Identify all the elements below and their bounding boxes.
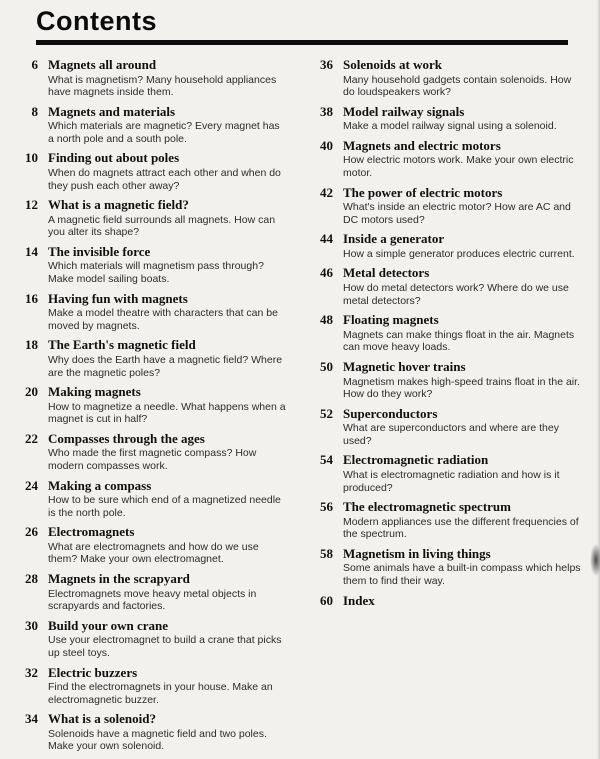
entry-title: Electric buzzers: [48, 664, 138, 680]
entry-description: Some animals have a built-in compass which helps them to find their way.: [343, 562, 581, 588]
entry-text: [343, 58, 582, 99]
toc-entry: [18, 572, 287, 613]
entry-title: Build your own crane: [48, 617, 169, 633]
entry-title: Finding out about poles: [48, 150, 180, 166]
entry-description: What is electromagnetic radiation and how is it produced?: [343, 468, 560, 494]
entry-title: The power of electric motors: [343, 184, 503, 200]
entry-description: A magnetic field surrounds all magnets. How can you alter its shape?: [48, 213, 276, 239]
entry-description: Make a model railway signal using a solenoid.: [343, 120, 557, 133]
entry-text: [48, 479, 287, 520]
entry-description: What's inside an electric motor? How are AC and DC motors used?: [343, 201, 571, 226]
entry-description: Magnetism makes high-speed trains float in the air. How do they work?: [343, 375, 580, 401]
entry-page-number: 24: [25, 477, 38, 493]
entry-page-number: 38: [320, 103, 333, 119]
entry-page-number: 40: [320, 137, 333, 153]
entry-page-number: 48: [320, 312, 333, 328]
entry-text: [343, 407, 582, 448]
toc-right-column: [313, 58, 582, 759]
entry-title: Magnets in the scrapyard: [48, 571, 190, 587]
entry-title: Making magnets: [48, 384, 141, 400]
entry-description: Find the electromagnets in your house. Make an electromagnetic buzzer.: [48, 681, 273, 706]
entry-text: [343, 594, 375, 609]
entry-description: Modern appliances use the different frequencies of the spectrum.: [343, 515, 579, 541]
toc-entry: [18, 151, 287, 192]
entry-text: [48, 245, 287, 286]
entry-title: What is a magnetic field?: [48, 197, 189, 213]
toc-entry: [313, 105, 582, 133]
entry-text: [48, 198, 287, 239]
entry-text: [343, 547, 582, 588]
entry-description: How do metal detectors work? Where do we use metal detectors?: [343, 282, 569, 307]
entry-page-number: 60: [320, 592, 333, 608]
entry-title: Superconductors: [343, 405, 438, 421]
entry-description: Who made the first magnetic compass? How modern compasses work.: [48, 447, 257, 473]
entry-title: Floating magnets: [343, 312, 439, 328]
toc-entry: [313, 313, 582, 354]
entry-title: Making a compass: [48, 477, 152, 493]
entry-text: [48, 525, 287, 566]
entry-page-number: 6: [31, 57, 38, 72]
title-rule: [36, 40, 568, 45]
entry-page-number: 30: [25, 617, 38, 633]
entry-title: Inside a generator: [343, 231, 445, 247]
entry-title: Electromagnetic radiation: [343, 452, 489, 468]
entry-text: [48, 338, 287, 379]
entry-title: Magnets all around: [48, 57, 157, 72]
entry-title: The Earth's magnetic field: [48, 337, 196, 353]
toc-entry: [18, 338, 287, 379]
entry-description: What are superconductors and where are they used?: [343, 422, 559, 447]
entry-description: Solenoids have a magnetic field and two poles. Make your own solenoid.: [48, 727, 267, 753]
toc-entry: [18, 712, 287, 753]
entry-description: Electromagnets move heavy metal objects in scrapyards and factories.: [48, 587, 257, 613]
entry-page-number: 18: [25, 337, 38, 353]
entry-text: [48, 58, 287, 99]
entry-description: What is magnetism? Many household appliances have magnets inside them.: [48, 73, 277, 99]
entry-description: What are electromagnets and how do we use them? Make your own electromagnet.: [48, 540, 259, 566]
entry-title: Model railway signals: [343, 103, 465, 119]
entry-text: [343, 139, 582, 180]
entry-description: Make a model theatre with characters that can be moved by magnets.: [48, 307, 278, 332]
toc-entry: [18, 105, 287, 146]
entry-text: [48, 619, 287, 660]
entry-text: [48, 712, 287, 753]
toc-entry: [18, 479, 287, 520]
entry-text: [48, 666, 287, 707]
toc-entry: [313, 547, 582, 588]
entry-title: Metal detectors: [343, 265, 430, 281]
entry-description: When do magnets attract each other and when do they push each other away?: [48, 167, 281, 192]
entry-page-number: 50: [320, 358, 333, 374]
entry-page-number: 14: [25, 243, 38, 259]
entry-description: Use your electromagnet to build a crane that picks up steel toys.: [48, 634, 282, 659]
entry-page-number: 56: [320, 499, 333, 515]
entry-title: Magnets and materials: [48, 103, 176, 119]
entry-text: [48, 292, 287, 333]
entry-title: Compasses through the ages: [48, 430, 205, 446]
entry-title: Solenoids at work: [343, 57, 442, 72]
page-header: [16, 6, 582, 37]
toc-entry: [18, 385, 287, 426]
page-title: Contents: [36, 6, 157, 36]
toc-entry: [18, 666, 287, 707]
entry-description: How to magnetize a needle. What happens when a magnet is cut in half?: [48, 400, 286, 426]
toc-entry: [313, 232, 582, 260]
toc-entry: [18, 432, 287, 473]
entry-title: Index: [343, 592, 375, 608]
toc-entry: [18, 525, 287, 566]
entry-page-number: 52: [320, 405, 333, 421]
toc-entry: [313, 407, 582, 448]
entry-title: The electromagnetic spectrum: [343, 499, 511, 515]
entry-page-number: 44: [320, 231, 333, 247]
entry-page-number: 8: [31, 103, 38, 119]
table-of-contents: [16, 58, 582, 759]
entry-title: What is a solenoid?: [48, 711, 156, 727]
entry-page-number: 36: [320, 57, 333, 72]
entry-text: [343, 105, 557, 133]
entry-description: How a simple generator produces electric current.: [343, 247, 575, 260]
entry-page-number: 12: [25, 197, 38, 213]
entry-title: Magnetic hover trains: [343, 358, 466, 374]
entry-page-number: 42: [320, 184, 333, 200]
entry-description: Why does the Earth have a magnetic field? Where are the magnetic poles?: [48, 353, 283, 379]
entry-page-number: 22: [25, 430, 38, 446]
entry-description: Which materials will magnetism pass through? Make model sailing boats.: [48, 260, 264, 286]
toc-entry: [18, 58, 287, 99]
toc-entry: [18, 619, 287, 660]
entry-page-number: 20: [25, 384, 38, 400]
entry-page-number: 32: [25, 664, 38, 680]
entry-page-number: 10: [25, 150, 38, 166]
toc-entry: [313, 58, 582, 99]
entry-text: [343, 500, 582, 541]
entry-page-number: 16: [25, 290, 38, 306]
toc-entry: [313, 453, 582, 494]
entry-title: Electromagnets: [48, 524, 135, 540]
entry-title: Magnetism in living things: [343, 545, 491, 561]
entry-page-number: 34: [25, 711, 38, 727]
entry-description: Magnets can make things float in the air. Magnets can move heavy loads.: [343, 328, 575, 354]
entry-text: [48, 572, 287, 613]
entry-text: [48, 151, 287, 192]
toc-entry: [18, 198, 287, 239]
entry-text: [48, 432, 287, 473]
entry-description: How to be sure which end of a magnetized needle is the north pole.: [48, 494, 281, 519]
entry-page-number: 46: [320, 265, 333, 281]
toc-entry: [18, 292, 287, 333]
entry-text: [48, 105, 287, 146]
toc-entry: [18, 245, 287, 286]
toc-entry: [313, 594, 582, 609]
entry-page-number: 28: [25, 571, 38, 587]
entry-description: How electric motors work. Make your own electric motor.: [343, 154, 574, 180]
entry-text: [343, 313, 582, 354]
entry-page-number: 26: [25, 524, 38, 540]
toc-entry: [313, 139, 582, 180]
entry-title: Having fun with magnets: [48, 290, 188, 306]
entry-text: [343, 453, 582, 494]
entry-text: [343, 186, 582, 227]
entry-description: Which materials are magnetic? Every magnet has a north pole and a south pole.: [48, 120, 280, 145]
toc-entry: [313, 266, 582, 307]
entry-title: Magnets and electric motors: [343, 137, 501, 153]
entry-title: The invisible force: [48, 243, 151, 259]
toc-entry: [313, 186, 582, 227]
entry-text: [343, 266, 582, 307]
toc-entry: [313, 500, 582, 541]
entry-text: [343, 360, 582, 401]
entry-page-number: 54: [320, 452, 333, 468]
entry-text: [343, 232, 575, 260]
toc-left-column: [18, 58, 287, 759]
toc-entry: [313, 360, 582, 401]
entry-page-number: 58: [320, 545, 333, 561]
entry-description: Many household gadgets contain solenoids. How do loudspeakers work?: [343, 73, 572, 99]
entry-text: [48, 385, 287, 426]
